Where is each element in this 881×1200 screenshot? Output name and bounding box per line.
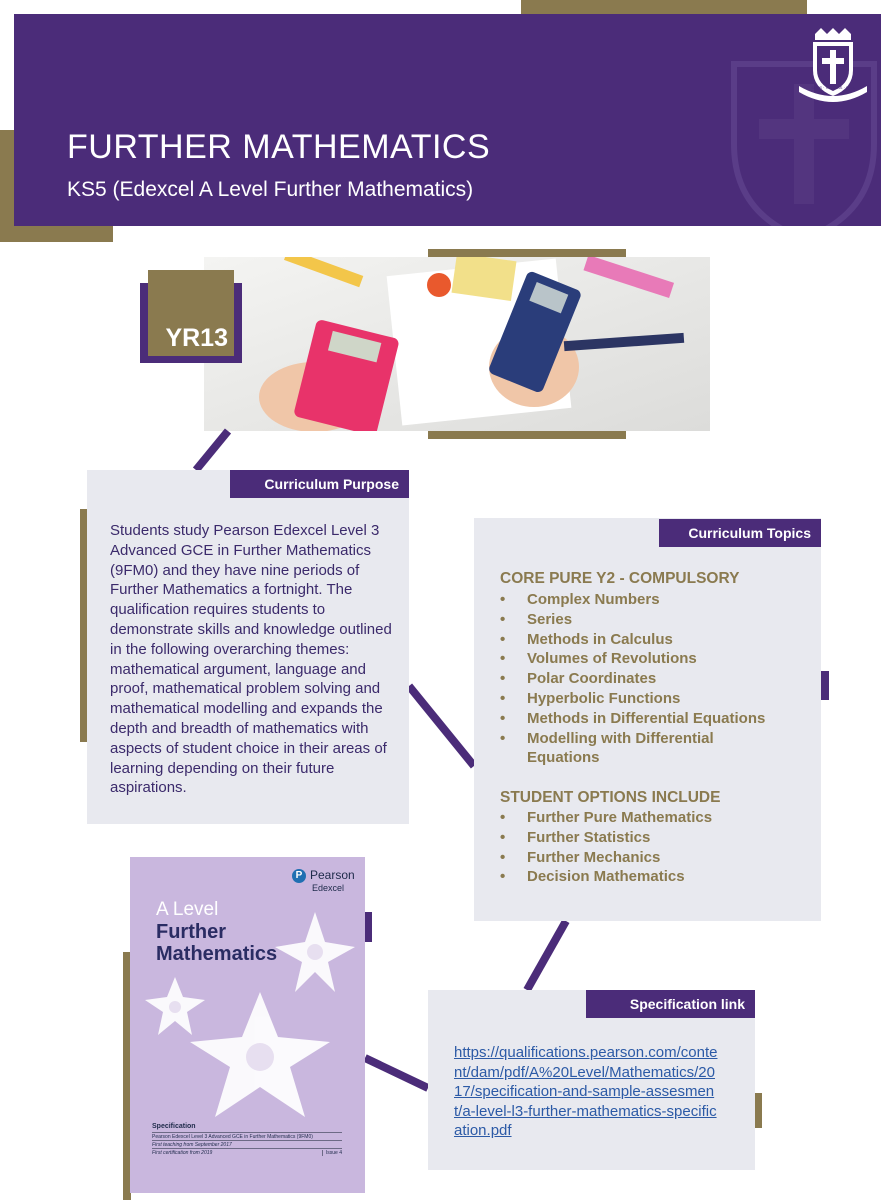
purpose-text: Students study Pearson Edexcel Level 3 Advanced GCE in Further Mathematics (9FM0) and they have nine periods of Further Mathematics a fortnight. The qualification requires students to demonstrate skills and knowledge outlined in the following overarching themes: mathematical argument, language and proof, mathematical problem solving and mathematical modelling and expands the depth and breadth of mathematics with aspects of student choice in their areas of learning depending on their future aspirations. [110,522,392,797]
list-item: • Further Pure Mathematics [500,808,800,828]
paper-flower-decoration [130,857,365,1117]
options-heading: STUDENT OPTIONS INCLUDE [500,789,721,806]
list-item: • Volumes of Revolutions [500,649,800,669]
list-item: • Complex Numbers [500,590,800,610]
spec-accent [754,1093,762,1128]
page-subtitle: KS5 (Edexcel A Level Further Mathematics) [67,178,474,201]
specification-link[interactable]: https://qualifications.pearson.com/content/dam/pdf/A%20Level/Mathematics/2017/specification-and-sample-assesment/a-level-l3-further-mathematics-specification.pdf [454,1044,718,1140]
list-item: • Decision Mathematics [500,867,800,887]
spec-heading: Specification link [586,990,755,1018]
specification-cover-image [130,857,365,1193]
pearson-logo-icon: P [292,869,306,883]
core-topics-heading: CORE PURE Y2 - COMPULSORY [500,570,740,587]
page-title: FURTHER MATHEMATICS [67,128,491,166]
cover-title-line1: A Level [156,899,219,920]
cover-brand-sub: Edexcel [312,883,345,893]
cover-spec-label: Specification [152,1123,196,1130]
cover-accent-right [364,912,372,942]
cover-first-teaching: First teaching from September 2017 [152,1140,342,1148]
year-badge-label: YR13 [165,324,228,352]
list-item: • Series [500,610,800,630]
list-item: • Methods in Differential Equations [500,709,800,729]
cover-brand: Pearson [310,868,355,882]
cover-title-line3: Mathematics [156,943,278,965]
options-list [500,808,800,887]
core-topics-list [500,590,800,768]
crest-motto: SPES · VERITAS · VITA [811,85,855,90]
cover-footer [152,1123,342,1156]
cover-spec-sub: Pearson Edexcel Level 3 Advanced GCE in Further Mathematics (9FM0) [152,1132,342,1140]
list-item: • Modelling with Differential Equations [500,729,767,769]
list-item: • Further Statistics [500,828,800,848]
cover-first-cert: First certification from 2019 [152,1148,342,1156]
list-item: • Further Mechanics [500,848,800,868]
cover-issue: Issue 4 [322,1150,342,1156]
cover-title-line2: Further [156,921,226,943]
list-item: • Methods in Calculus [500,630,800,650]
list-item: • Hyperbolic Functions [500,689,800,709]
topics-heading: Curriculum Topics [659,519,821,547]
topics-accent [820,671,829,700]
list-item: • Polar Coordinates [500,669,800,689]
purpose-heading: Curriculum Purpose [230,470,409,498]
